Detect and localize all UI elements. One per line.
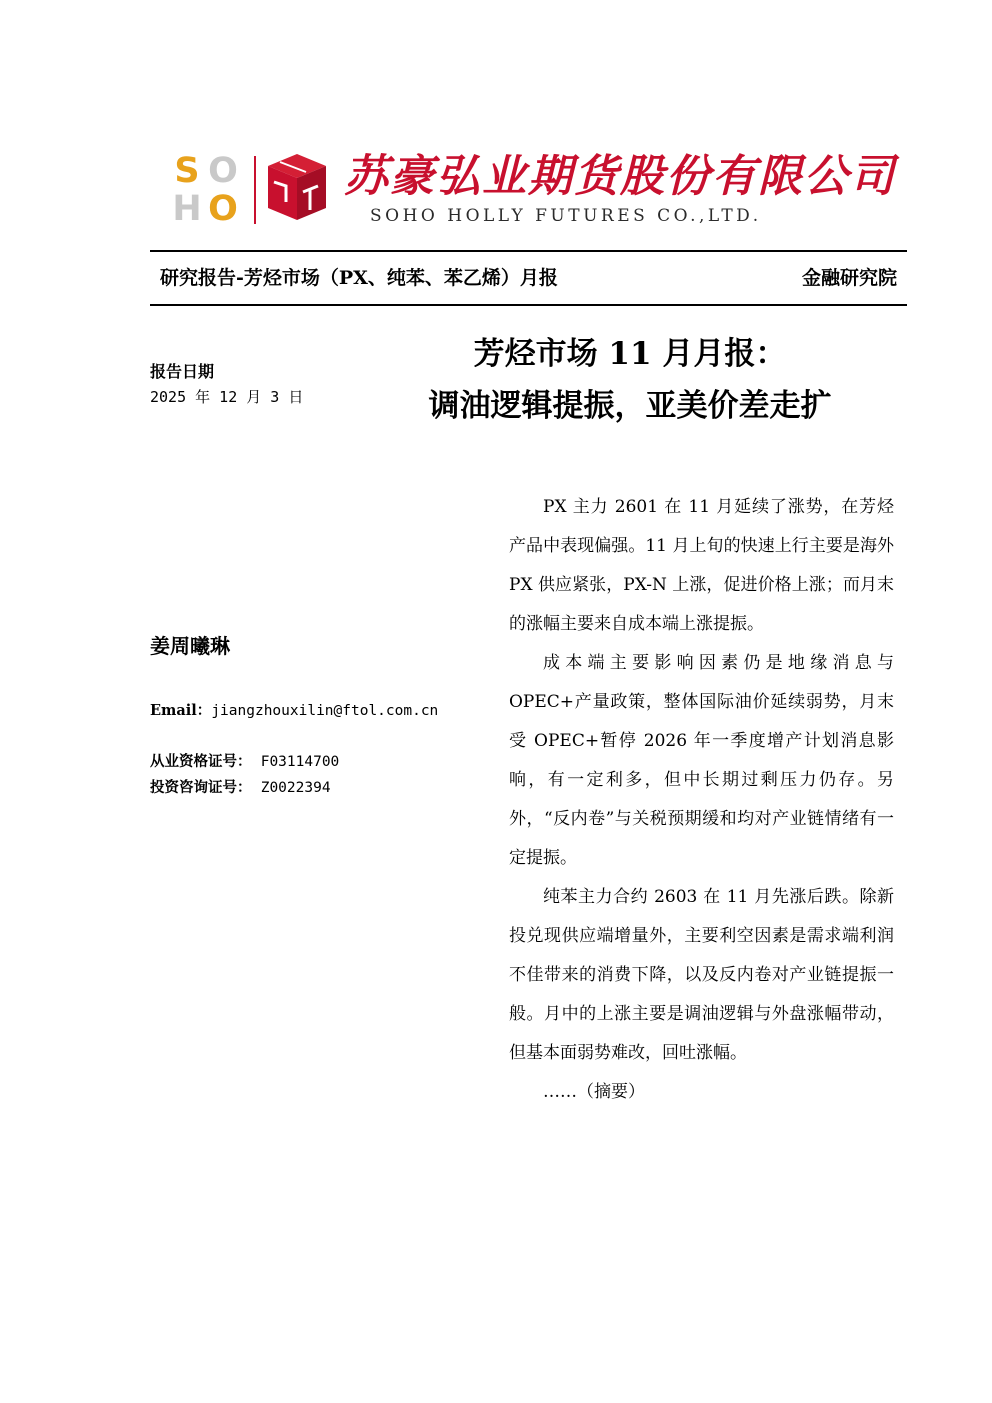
soho-letter: O [208,151,238,191]
qualification-value: F03114700 [260,754,340,770]
soho-letter: S [174,151,200,191]
department: 金融研究院 [801,267,897,289]
summary-paragraph: 成本端主要影响因素仍是地缘消息与 OPEC+产量政策，整体国际油价延续弱势，月末受 OPEC+暂停 2026 年一季度增产计划消息影响，有一定利多，但中长期过剩压力仍存。另外，“反内卷”与关税预期缓和均对产业链情绪有一定提振。 [509,653,894,868]
qualification-line [150,751,339,773]
qualification-label: 从业资格证号： [150,753,252,770]
summary-body [509,488,894,1112]
consulting-label: 投资咨询证号： [150,779,252,796]
email-value: jiangzhouxilin@ftol.com.cn [211,703,439,719]
company-name-en: SOHO HOLLY FUTURES CO.,LTD. [370,206,762,226]
soho-letter: O [208,189,238,229]
consulting-line [150,777,331,799]
author-email-line [150,700,438,722]
cube-logo-icon [266,152,328,222]
header-bottom-rule [150,304,907,306]
company-name-cn: 苏豪弘业期货股份有限公司 [344,151,896,202]
summary-paragraph: PX 主力 2601 在 11 月延续了涨势，在芳烃产品中表现偏强。11 月上旬的快速上行主要是海外 PX 供应紧张，PX-N 上涨，促进价格上涨；而月末的涨幅主要来自成本端上涨提振。 [509,497,894,634]
soho-mark-logo [170,151,242,229]
soho-letter: H [172,189,202,229]
report-title-line1: 芳烃市场 11 月月报： [473,336,787,372]
author-name: 姜周曦琳 [150,634,230,658]
report-type: 研究报告-芳烃市场（PX、纯苯、苯乙烯）月报 [160,267,558,289]
report-date-label: 报告日期 [150,362,215,381]
summary-paragraph: 纯苯主力合约 2603 在 11 月先涨后跌。除新投兑现供应端增量外，主要利空因素是需求端利润不佳带来的消费下降，以及反内卷对产业链提振一般。月中的上涨主要是调油逻辑与外盘涨幅带动，但基本面弱势难改，回吐涨幅。 [509,887,894,1063]
header-top-rule [150,250,907,252]
logo-divider [254,156,256,224]
summary-ellipsis: ……（摘要） [543,1082,645,1102]
consulting-value: Z0022394 [260,780,331,796]
report-title-line2: 调油逻辑提振，亚美价差走扩 [428,388,832,424]
company-logo [170,150,896,230]
report-date-value: 2025 年 12 月 3 日 [150,388,304,406]
email-label: Email： [150,702,212,719]
